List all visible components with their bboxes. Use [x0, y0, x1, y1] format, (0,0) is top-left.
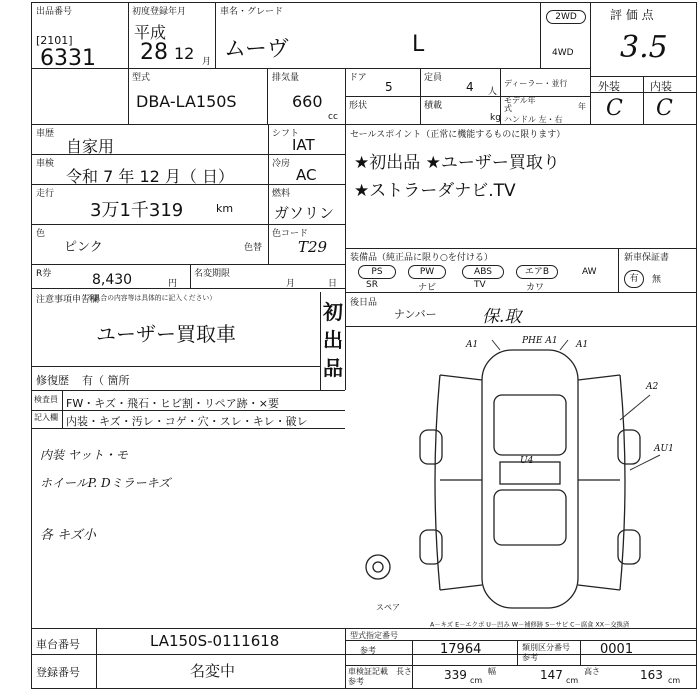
mark-right-door: A2 [646, 382, 659, 392]
equip-aw: AW [582, 267, 597, 277]
width-value: 147 [540, 668, 563, 682]
int-grade: C [656, 96, 673, 121]
first-listing-stamp: 初出品 [323, 300, 343, 380]
equip-tv: TV [474, 280, 486, 290]
inspection-value: 令和 7 年 12 月（ 日） [66, 167, 234, 186]
type-label: 型式 [132, 73, 151, 83]
length-label: 長さ [396, 667, 412, 676]
cap-label: 定員 [424, 73, 443, 83]
ext-grade: C [606, 96, 623, 121]
expiry-label: 名変期限 [194, 269, 231, 279]
car-diagram [366, 350, 640, 608]
color-code-value: T29 [298, 238, 328, 256]
sales-label: セールスポイント（正常に機能するものに限ります） [350, 130, 566, 140]
notes-sub: （不具合の内容等は具体的に記入ください） [80, 293, 216, 302]
number-label: ナンバー [394, 308, 437, 321]
type-value: DBA-LA150S [136, 92, 237, 111]
shift-label: シフト [272, 129, 300, 139]
usage-value: 自家用 [66, 137, 115, 156]
expiry-month: 月 [286, 279, 296, 289]
handle-label: ハンドル 左・右 [504, 115, 563, 124]
equip-airbag: エアB [516, 265, 558, 279]
usage-label: 車歴 [36, 129, 55, 139]
mark-front-left: A1 [466, 340, 479, 350]
score-label: 評 価 点 [610, 8, 654, 22]
mileage-unit: km [216, 202, 234, 215]
first-reg-year: 28 [140, 40, 168, 65]
door-label: ドア [349, 73, 367, 83]
disp-value: 660 [292, 92, 323, 111]
grade: L [412, 32, 425, 57]
type-cert-value: 17964 [440, 642, 482, 657]
cap-value: 4 [466, 80, 474, 94]
recycle-unit: 円 [168, 279, 178, 289]
car-name: ムーヴ [224, 37, 289, 62]
chassis-label: 車台番号 [36, 638, 80, 651]
era: 平成 [134, 23, 167, 42]
disp-label: 排気量 [272, 73, 300, 83]
mark-right-panel: AU1 [654, 444, 674, 454]
ref-label-2: 参考 [522, 653, 538, 662]
sales-line-1: ★初出品 ★ユーザー買取り [354, 153, 560, 173]
damage-legend: A－キズ E－エクボ U－凹み W－補修跡 S－サビ C－腐食 XX－交換済 [430, 620, 630, 629]
number-value: 保.取 [482, 307, 522, 327]
model-label: 車名・グレード [220, 7, 284, 17]
fuel-value: ガソリン [274, 204, 335, 222]
ref-label-1: 参考 [360, 646, 376, 655]
drive-2wd: 2WD [546, 10, 586, 24]
handwritten-note-1: 内装 ヤット・モ [40, 448, 128, 462]
lot-code: [2101] [36, 34, 73, 47]
chassis-value: LA150S-0111618 [150, 632, 280, 650]
sales-line-2: ★ストラーダナビ.TV [354, 181, 516, 201]
expiry-day: 日 [328, 279, 338, 289]
month-unit: 月 [202, 57, 212, 67]
inspector-row-1: FW・キズ・飛石・ヒビ割・リペア跡・×要 [66, 397, 279, 410]
spare-label: スペア [376, 603, 400, 612]
int-label: 内装 [650, 80, 672, 93]
disp-unit: cc [328, 112, 338, 122]
inspector-row-2: 内装・キズ・汚レ・コゲ・穴・スレ・キレ・破レ [66, 415, 308, 428]
height-value: 163 [640, 668, 663, 682]
recycle-value: 8,430 [92, 272, 133, 288]
repair-value: 有（ 箇所 [82, 374, 130, 387]
equip-ps: PS [358, 265, 396, 279]
reg-label: 登録番号 [36, 666, 80, 679]
mark-front-right: A1 [576, 340, 589, 350]
ac-label: 冷房 [272, 159, 291, 169]
class-value: 0001 [600, 642, 634, 657]
door-value: 5 [385, 80, 393, 94]
mark-roof: U4 [520, 456, 534, 466]
handwritten-note-2: ホイールP. Dミラーキズ [40, 476, 171, 490]
equip-abs: ABS [462, 265, 504, 279]
color-label: 色 [36, 229, 46, 239]
inspector-label-top: 検査員 [34, 395, 58, 404]
height-unit: cm [668, 676, 681, 685]
class-label: 類別区分番号 [522, 643, 570, 652]
dealer-label: ディーラー・並行 [504, 79, 568, 88]
lot-no-label: 出品番号 [36, 7, 73, 17]
year-unit: 年 [578, 102, 586, 111]
mileage-value: 3万1千319 [90, 200, 184, 221]
handwritten-note-3: 各 キズ小 [40, 528, 96, 543]
notes-label: 注意事項申告欄 [36, 295, 100, 305]
rear-items-label: 後日品 [350, 298, 378, 308]
notes-body: ユーザー買取車 [96, 322, 236, 346]
first-reg-label: 初度登録年月 [132, 7, 187, 17]
cert-label: 車検証記載 [348, 667, 388, 676]
shape-label: 形状 [349, 101, 368, 111]
cap-unit: 人 [488, 87, 498, 97]
length-unit: cm [470, 676, 483, 685]
ext-label: 外装 [598, 80, 620, 93]
warranty-yes: 有 [624, 270, 644, 288]
mileage-label: 走行 [36, 189, 55, 199]
load-unit: kg [490, 113, 501, 123]
color-value: ピンク [64, 240, 103, 255]
warranty-no: 無 [652, 275, 662, 285]
equip-leather: カワ [526, 283, 545, 293]
ref-label-3: 参考 [348, 677, 364, 686]
fuel-label: 燃料 [272, 189, 291, 199]
load-label: 積載 [424, 101, 443, 111]
width-label: 幅 [488, 667, 496, 676]
inspector-label-bottom: 記入欄 [34, 413, 58, 422]
equip-pw: PW [408, 265, 446, 279]
lot-number: 6331 [40, 46, 96, 71]
length-value: 339 [444, 668, 467, 682]
reg-value: 名変中 [190, 662, 236, 680]
drive-4wd: 4WD [552, 48, 574, 58]
type-cert-label: 型式指定番号 [350, 631, 398, 640]
width-unit: cm [566, 676, 579, 685]
warranty-label: 新車保証書 [624, 253, 670, 263]
mark-front-center: PHE A1 [522, 336, 558, 346]
recycle-label: R券 [36, 269, 52, 279]
equip-navi: ナビ [418, 283, 437, 293]
first-reg-month: 12 [174, 44, 195, 63]
inspection-label: 車検 [36, 159, 55, 169]
model-year-label: モデル年式 [504, 96, 536, 113]
color-code-label: 色コード [272, 229, 309, 239]
equipment-label: 装備品（純正品に限り○を付ける） [350, 253, 493, 263]
score-value: 3.5 [620, 30, 668, 65]
color-change-label: 色替 [244, 243, 263, 253]
ac-value: AC [296, 166, 317, 184]
equip-sr: SR [366, 280, 378, 290]
repair-label: 修復歴 [36, 374, 69, 387]
height-label: 高さ [584, 667, 600, 676]
shift-value: IAT [292, 136, 315, 154]
